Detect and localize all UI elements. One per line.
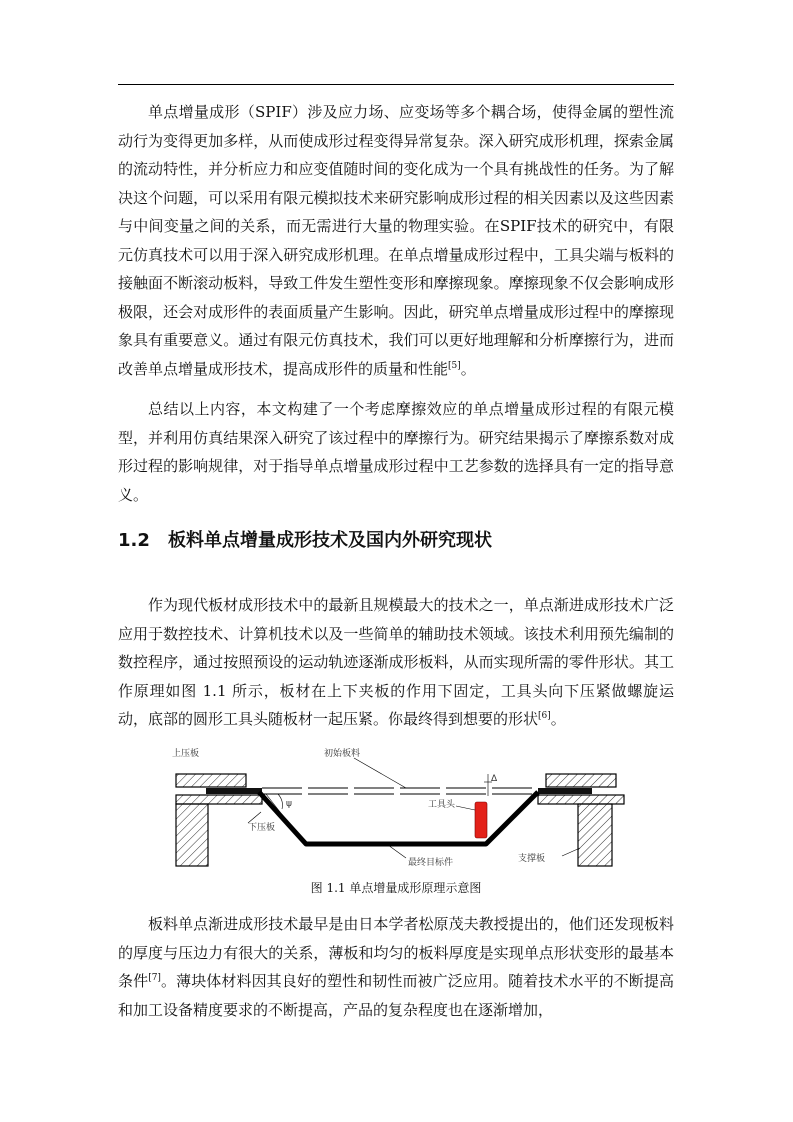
upper-plate-left xyxy=(176,774,246,787)
header-rule xyxy=(118,84,674,85)
sheet-clamped-right xyxy=(538,788,592,794)
paragraph-text: 板料单点渐进成形技术最早是由日本学者松原茂夫教授提出的，他们还发现板料的厚度与压边力有很大的关系，薄板和均匀的板料厚度是实现单点形状变形的最基本条件 xyxy=(118,915,674,990)
lower-plate-right xyxy=(538,795,624,804)
citation: [7] xyxy=(148,973,161,983)
label-tool-head: 工具头 xyxy=(428,800,456,810)
paragraph-text-end: 。 xyxy=(460,359,476,378)
paragraph-summary: 总结以上内容，本文构建了一个考虑摩擦效应的单点增量成形过程的有限元模型，并利用仿真结果深入研究了该过程中的摩擦行为。研究结果揭示了摩擦系数对成形过程的影响规律，对于指导单点增量成形过程中工艺参数的选择具有一定的指导意义。 xyxy=(118,400,674,504)
angle-label: ψ xyxy=(286,799,292,809)
leader-support xyxy=(562,848,580,856)
label-lower-plate: 下压板 xyxy=(248,823,276,833)
lower-plate-left xyxy=(176,795,262,804)
sheet-clamped-left xyxy=(206,788,262,794)
paragraph-spif-intro xyxy=(118,98,674,383)
paragraph-text-end: 。薄块体材料因其良好的塑性和韧性而被广泛应用。随着技术水平的不断提高和加工设备精度要求的不断提高，产品的复杂程度也在逐渐增加， xyxy=(118,972,674,1019)
section-heading xyxy=(118,526,492,552)
label-upper-plate: 上压板 xyxy=(172,749,200,759)
label-initial-sheet: 初始板料 xyxy=(324,749,361,759)
section-title: 板料单点增量成形技术及国内外研究现状 xyxy=(168,530,492,551)
citation: [6] xyxy=(538,711,551,721)
tool-head xyxy=(475,802,487,838)
support-right xyxy=(578,804,612,866)
support-left xyxy=(176,804,208,866)
paragraph-text: 作为现代板材成形技术中的最新且规模最大的技术之一，单点渐进成形技术广泛应用于数控技术、计算机技术以及一些简单的辅助技术领域。该技术利用预先编制的数控程序，通过按照预设的运动轨迹逐渐成形板料，从而实现所需的零件形状。其工作原理如图 1.1 所示，板材在上下夹板的作用下固定，工具头向下压紧做螺旋运动，底部的圆形工具头随板材一起压紧。你最终得到想要的形状 xyxy=(118,596,674,728)
citation: [5] xyxy=(448,360,461,371)
label-support-plate: 支撑板 xyxy=(518,854,546,864)
paragraph-text: 单点增量成形（SPIF）涉及应力场、应变场等多个耦合场，使得金属的塑性流动行为变得更加多样，从而使成形过程变得异常复杂。深入研究成形机理，探索金属的流动特性，并分析应力和应变值随时间的变化成为一个具有挑战性的任务。为了解决这个问题，可以采用有限元模拟技术来研究影响成形过程的相关因素以及这些因素与中间变量之间的关系，而无需进行大量的物理实验。在SPIF技术的研究中，有限元仿真技术可以用于深入研究成形机理。在单点增量成形过程中，工具尖端与板料的接触面不断滚动板料，导致工件发生塑性变形和摩擦现象。摩擦现象不仅会影响成形极限，还会对成形件的表面质量产生影响。因此，研究单点增量成形过程中的摩擦现象具有重要意义。通过有限元仿真技术，我们可以更好地理解和分析摩擦行为，进而改善单点增量成形技术，提高成形件的质量和性能 xyxy=(118,103,674,378)
angle-arc xyxy=(278,794,283,809)
step-label: Δ xyxy=(491,774,498,784)
paragraph-text-end: 。 xyxy=(550,710,566,728)
leader-lower-plate xyxy=(248,812,261,823)
final-part xyxy=(259,792,538,844)
upper-plate-right xyxy=(546,774,616,787)
leader-final-part xyxy=(388,845,406,858)
paragraph-technology xyxy=(118,591,674,734)
figure-caption: 图 1.1 单点增量成形原理示意图 xyxy=(310,881,482,895)
spif-principle-figure xyxy=(166,744,632,872)
paragraph-history xyxy=(118,910,674,1024)
section-number: 1.2 xyxy=(118,530,150,551)
leader-tool-head xyxy=(456,806,475,810)
leader-initial-sheet xyxy=(354,758,406,788)
label-final-part: 最终目标件 xyxy=(408,858,454,868)
